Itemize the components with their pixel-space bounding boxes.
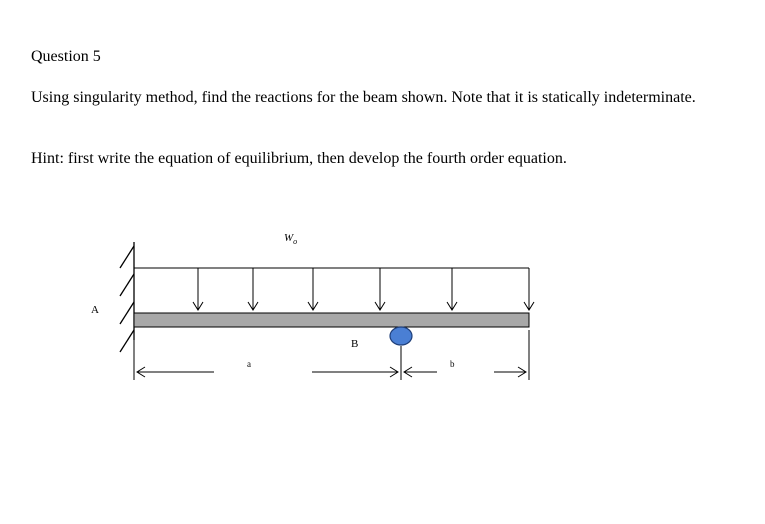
load-arrow [248, 268, 258, 310]
roller-support [390, 327, 412, 345]
support-b-label: B [351, 338, 359, 350]
load-arrow [375, 268, 385, 310]
fixed-wall-support [120, 242, 134, 352]
load-arrow [193, 268, 203, 310]
dimension-b-label: b [450, 359, 455, 369]
dimension-lines [134, 330, 529, 380]
distributed-load [134, 268, 534, 310]
question-title: Question 5 [31, 48, 101, 65]
beam [134, 313, 529, 327]
load-arrow [447, 268, 457, 310]
load-arrow [308, 268, 318, 310]
support-a-label: A [91, 304, 99, 316]
load-label: $W_o$ [284, 232, 298, 246]
dimension-a-label: a [247, 359, 251, 369]
question-hint: Hint: first write the equation of equilibrium, then develop the fourth order equation. [31, 150, 567, 167]
question-body: Using singularity method, find the reactions for the beam shown. Note that it is statically indeterminate. [31, 89, 696, 106]
